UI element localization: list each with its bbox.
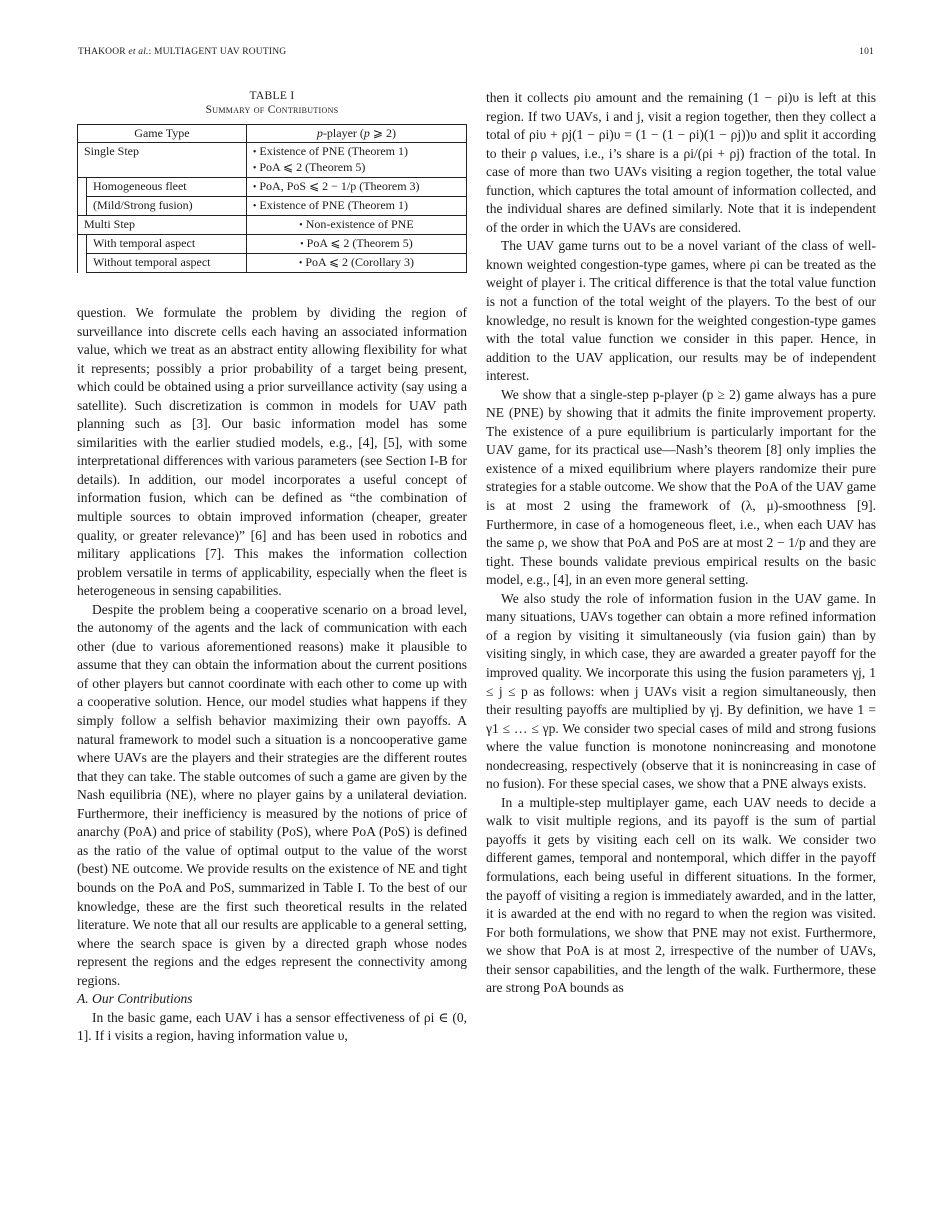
- section-heading-contributions: A. Our Contributions: [77, 991, 193, 1007]
- right-column: [486, 89, 876, 998]
- contributions-table-block: [77, 89, 467, 273]
- row-fusion: (Mild/Strong fusion): [87, 197, 247, 216]
- row-single-step: Single Step: [78, 143, 247, 178]
- table-row: [78, 143, 467, 178]
- contributions-table: [77, 124, 467, 273]
- table-row: [78, 216, 467, 235]
- table-header-row: [78, 125, 467, 143]
- right-paragraph-1: then it collects ρiυ amount and the remaining (1 − ρi)υ is left at this region. If two UAVs, i and j, visit a region together, then they collect a total of ρiυ + ρj(1 − ρi)υ = (1 − (1 − ρi)(1 − ρj))υ and split it according to their ρ values, i.e., i’s share is a ρi/(ρi + ρj) fraction of the total. In case of more than two UAVs visiting a region together, the total value function, which captures the total amount of information collected, and the individual shares are defined similarly. Note that it is independent of the order in which the UAVs are considered.: [486, 90, 876, 235]
- header-game-type: Game Type: [78, 125, 247, 143]
- row-temporal-result: • PoA ⩽ 2 (Theorem 5): [246, 235, 466, 254]
- right-paragraph-4: We also study the role of information fusion in the UAV game. In many situations, UAVs together can obtain a more refined information of a region by visiting it simultaneously (via fusion gain) than by visiting singly, in which case, they are awarded a greater payoff for the improved quality. We incorporate this using the fusion parameters γj, 1 ≤ j ≤ p as follows: when j UAVs visit a region simultaneously, then their resulting payoffs are multiplied by γj. By definition, we have 1 = γ1 ≤ … ≤ γp. We consider two special cases of mild and strong fusions where the value function is monotone nonincreasing and monotone nondecreasing, respectively (observe that it is nonincreasing in case of no fusion). For these special cases, we show that a PNE always exists.: [486, 590, 876, 792]
- indent-cell: [78, 178, 87, 216]
- row-temporal: With temporal aspect: [87, 235, 247, 254]
- table-number: TABLE I: [249, 90, 295, 102]
- header-p-player: p-player (p ⩾ 2): [246, 125, 466, 143]
- right-paragraph-3: We show that a single-step p-player (p ≥ 2) game always has a pure NE (PNE) by showing that it admits the finite improvement property. The existence of a pure equilibrium is particularly important for the UAV game, for its practical use—Nash’s theorem [8] only implies the existence of a mixed equilibrium where players randomize their pure strategies for a stable outcome. We show that the PoA of the UAV game is at most 2 using the framework of (λ, μ)-smoothness [9]. Furthermore, in case of a homogeneous fleet, i.e., when each UAV has the same ρ, we show that PoA and PoS are at most 2 − 1/p and they are tight. These bounds validate previous empirical results on the basic model, e.g., [4], in an even more general setting.: [486, 386, 876, 588]
- table-row: [78, 178, 467, 197]
- table-row: [78, 254, 467, 273]
- table-caption: Summary of Contributions: [205, 104, 339, 116]
- page-number: 101: [859, 47, 874, 57]
- left-paragraph-1: question. We formulate the problem by dividing the region of surveillance into discrete cells each having an associated information value, which we treat as an abstract entity allowing flexibility for what it represents; possibly a prior probability of a target being present, which could be obtained using a prior surveillance activity (say using a satellite). Such discretization is common in models for UAV path planning such as [3]. Our basic information model has some similarities with the earlier studied models, e.g., [4], [5], with some interpretational differences with various parameters (see Section I-B for details). In addition, our model incorporates a useful concept of information fusion, which can be defined as “the combination of multiple sources to obtain improved information (cheaper, greater quality, or greater relevance)” [6] and has been used in robotics and military applications [7]. This makes the information collection problem versatile in terms of applicability, especially when the fleet is heterogeneous in sensing capabilities.: [77, 305, 467, 599]
- row-homogeneous: Homogeneous fleet: [87, 178, 247, 197]
- row-multi-step-result: • Non-existence of PNE: [246, 216, 466, 235]
- running-title: THAKOOR et al.: MULTIAGENT UAV ROUTING: [78, 47, 287, 57]
- row-fusion-result: • Existence of PNE (Theorem 1): [246, 197, 466, 216]
- row-nontemporal: Without temporal aspect: [87, 254, 247, 273]
- row-single-step-result: [246, 143, 466, 178]
- left-column: [77, 88, 467, 1046]
- result-poa-2: • PoA ⩽ 2 (Theorem 5): [253, 160, 460, 176]
- row-homogeneous-result: • PoA, PoS ⩽ 2 − 1/p (Theorem 3): [246, 178, 466, 197]
- running-head: [78, 47, 874, 61]
- right-paragraph-5: In a multiple-step multiplayer game, each UAV needs to decide a walk to visit multiple regions, and its payoff is the sum of partial payoffs it gets by visiting each cell on its walk. We consider two different games, temporal and nontemporal, which differ in the payoff formulations, each being useful in different situations. In the former, the payoff of visiting a region is immediately awarded, and in the latter, it is awarded at the end with no regard to when the region was visited. For both formulations, we show that PNE may not exist. Furthermore, we show that PoA is at most 2, irrespective of the number of UAVs, their sensor capabilities, and the length of the walk. Furthermore, these are strong PoA bounds as: [486, 794, 876, 996]
- result-existence-pne: • Existence of PNE (Theorem 1): [253, 144, 460, 160]
- table-row: [78, 197, 467, 216]
- row-nontemporal-result: • PoA ⩽ 2 (Corollary 3): [246, 254, 466, 273]
- left-paragraph-3: In the basic game, each UAV i has a sensor effectiveness of ρi ∈ (0, 1]. If i visits a region, having information value υ,: [77, 1009, 467, 1044]
- right-paragraph-2: The UAV game turns out to be a novel variant of the class of well-known weighted congestion-type games, where ρi can be treated as the weight of player i. The critical difference is that the total value function is not a function of the total weight of the players. To the best of our knowledge, no result is known for the weighted congestion-type games with the total value function we consider in this paper. Hence, in addition to the UAV application, our results may be of independent interest.: [486, 238, 876, 384]
- table-row: [78, 235, 467, 254]
- row-multi-step: Multi Step: [78, 216, 247, 235]
- indent-cell: [78, 235, 87, 273]
- left-paragraph-2: Despite the problem being a cooperative scenario on a broad level, the autonomy of the agents and the lack of communication with each other (due to various aforementioned reasons) make it plausible to assume that they can obtain the information about the current positions of other players but cannot coordinate with each other to come up with a cooperative solution. Hence, our model studies what happens if they simply follow a selfish behavior maximizing their own payoffs. A natural framework to model such a situation is a noncooperative game where UAVs are the players and their strategies are the different routes that they can take. The stable outcomes of such a game are given by the Nash equilibria (NE), where no player gains by a unilateral deviation. Furthermore, their inefficiency is measured by the notions of price of anarchy (PoA) and price of stability (PoS), where PoA (PoS) is defined as the ratio of the value of optimal output to the value of the worst (best) NE outcome. We provide results on the existence of NE and tight bounds on the PoA and PoS, summarized in Table I. To the best of our knowledge, these are the first such theoretical results in the related literature. We note that all our results are applicable to a general setting, where the search space is given by a directed graph whose nodes represent the regions and the edges represent the connectivity among regions.: [77, 601, 467, 988]
